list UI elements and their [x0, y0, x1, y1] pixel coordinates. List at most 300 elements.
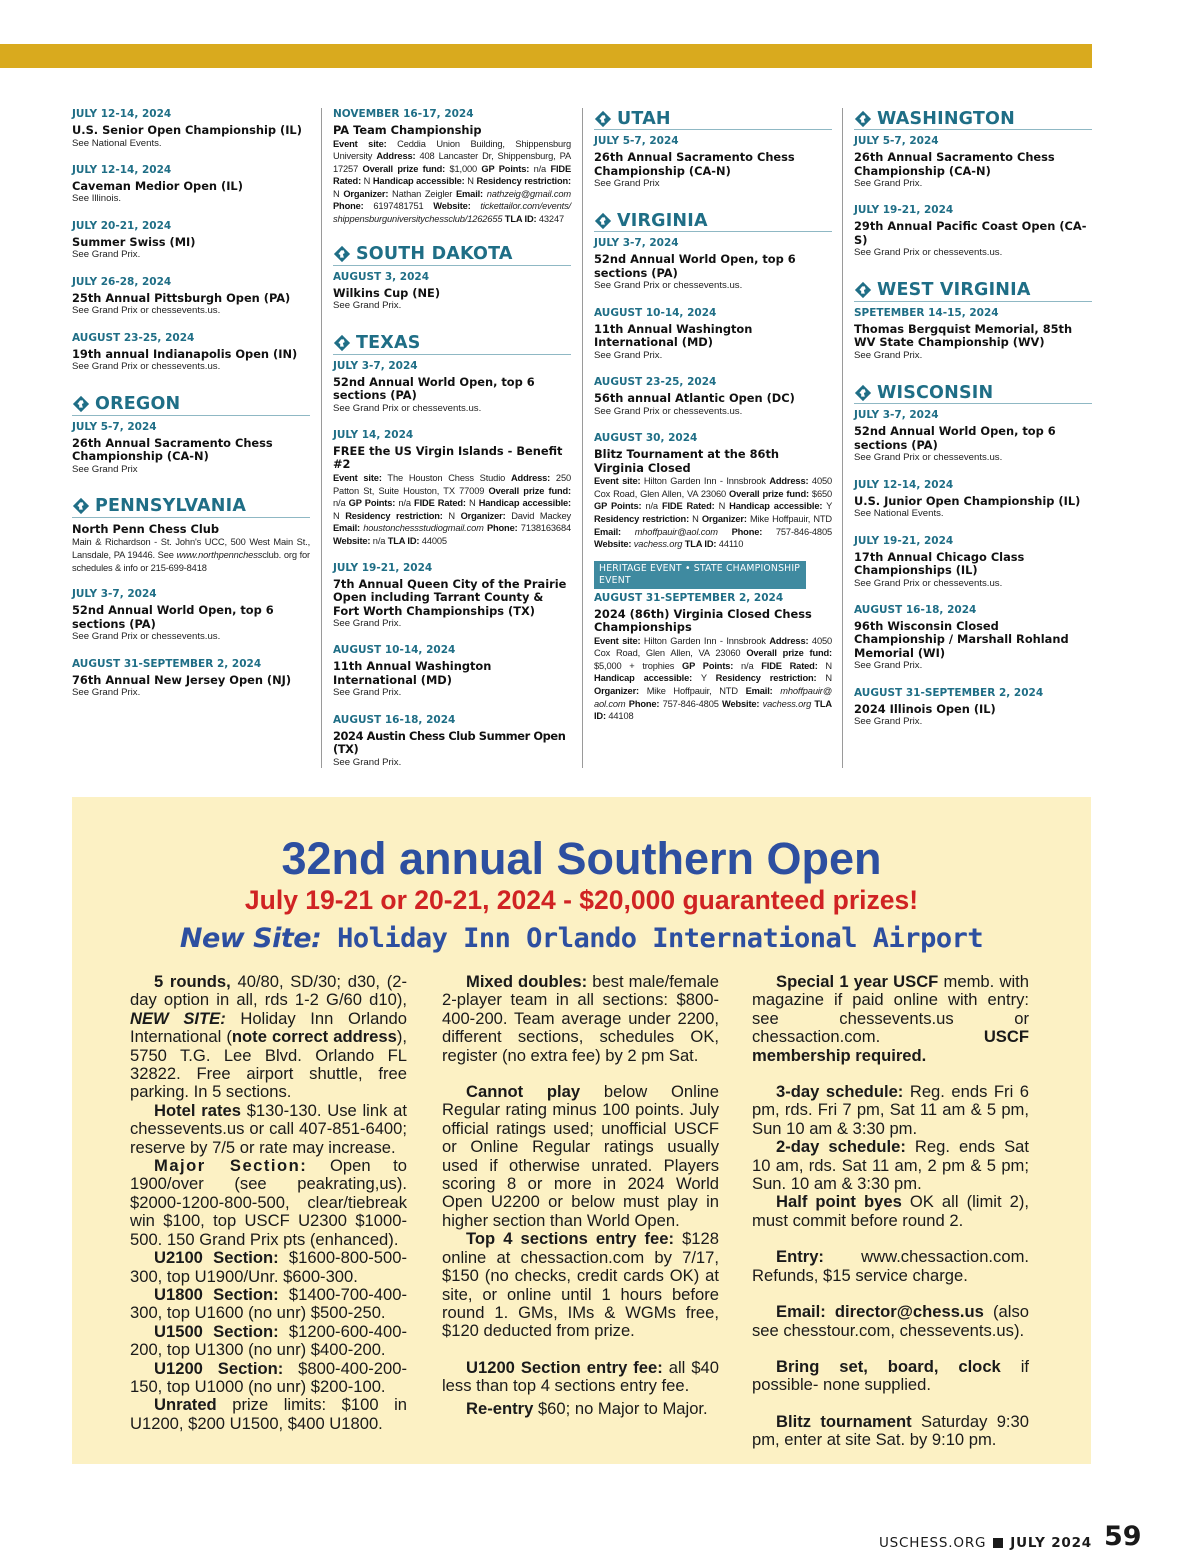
event-reference: See Grand Prix.: [333, 756, 402, 768]
email-link[interactable]: houstonchessstudiogmail.com: [360, 523, 487, 534]
ad-column-3: [752, 973, 1029, 1450]
ad-bold: U1200 Section:: [154, 1358, 284, 1378]
detail-label: Website:: [433, 201, 471, 212]
ad-paragraph: [130, 973, 407, 1102]
detail-label: Organizer:: [594, 686, 639, 697]
event-reference: See Grand Prix or chessevents.us.: [72, 305, 221, 317]
southern-open-advertisement: [72, 797, 1091, 1464]
event-date: JULY 3-7, 2024: [854, 409, 939, 422]
event-date: AUGUST 10-14, 2024: [594, 306, 717, 319]
footer-issue: JULY 2024: [1010, 1535, 1092, 1551]
event-reference: See Grand Prix.: [72, 687, 141, 699]
ad-text: 40/80, SD/30; d30, (2-day option in all, rds 1-2 G/60 d10),: [130, 972, 407, 1010]
detail-value: n/a: [641, 501, 662, 512]
knight-diamond-icon: [72, 497, 90, 515]
detail-label: Overall prize fund:: [729, 488, 809, 499]
footer-site: USCHESS.ORG: [879, 1535, 987, 1551]
event-date: JULY 12-14, 2024: [72, 108, 172, 120]
event-date: AUGUST 16-18, 2024: [854, 603, 977, 616]
ad-email-link[interactable]: Email: director@chess.us: [776, 1302, 984, 1322]
event-reference: See Grand Prix or chessevents.us.: [854, 247, 1003, 259]
detail-value: David Mackey: [505, 510, 572, 521]
ad-text: below Online Regular rating minus 100 points. July official ratings used; unofficial USCF or Online Regular ratings usually used if otherwise unrated. Players scoring 8 or more in 2024 World Open U2200 or below must play in higher section than World Open.: [442, 1082, 719, 1230]
detail-value: $1,000: [445, 163, 482, 174]
state-heading-wisconsin: [854, 382, 1092, 404]
detail-value: 44110: [716, 539, 744, 550]
detail-value: $650: [808, 488, 833, 499]
ad-text: best male/female 2-player team in all sections: $800-400-200. Team average under 2200, different sections, schedules OK, register (no extra fee) by 2 pm Sat.: [442, 972, 720, 1065]
event-reference: See Grand Prix or chessevents.us.: [854, 577, 1003, 589]
detail-label: TLA ID:: [594, 698, 832, 722]
heritage-event-badge: HERITAGE EVENT • STATE CHAMPIONSHIP EVENT: [594, 561, 806, 589]
email-link[interactable]: mhoffpauir@ aol.com: [594, 686, 832, 709]
listing-column-2: [333, 108, 571, 783]
state-heading-utah: [594, 108, 832, 130]
detail-value: N: [689, 513, 702, 524]
detail-value: n/a: [333, 498, 349, 509]
detail-label: Organizer:: [701, 513, 747, 524]
detail-label: FIDE Rated:: [333, 163, 572, 187]
event-listing: [333, 429, 571, 548]
event-listing: [854, 307, 1092, 362]
event-title: Wilkins Cup (NE): [333, 285, 441, 300]
state-name: PENNSYLVANIA: [95, 496, 247, 517]
detail-value: Hilton Garden Inn - Innsbrook: [640, 635, 770, 646]
ad-text: if possible- none supplied.: [752, 1356, 1029, 1395]
event-title: 56th annual Atlantic Open (DC): [594, 391, 795, 406]
event-reference: See Grand Prix.: [594, 349, 663, 361]
ad-paragraph: [752, 973, 1029, 1065]
detail-value: 7138163684: [517, 523, 571, 534]
event-reference: See Grand Prix.: [854, 660, 923, 672]
event-listing: [854, 535, 1092, 590]
detail-label: Organizer:: [343, 188, 389, 199]
ad-text: OK all (limit 2), must commit before round 2.: [752, 1192, 1030, 1230]
event-date: JULY 26-28, 2024: [72, 275, 172, 288]
state-name: VIRGINIA: [617, 210, 708, 231]
ad-paragraph: [442, 1230, 719, 1340]
event-listing: [594, 432, 832, 551]
event-details: [594, 635, 832, 723]
detail-label: Event site:: [333, 472, 382, 483]
listing-column-3: [594, 108, 832, 737]
ad-paragraph: [130, 1249, 407, 1286]
detail-value: 757-846-4805: [762, 526, 832, 537]
event-listing: [333, 108, 571, 226]
ad-text: all $40 less than top 4 sections entry fee.: [442, 1357, 719, 1396]
detail-label: Website:: [722, 698, 760, 709]
event-listing: [854, 604, 1092, 673]
detail-label: Website:: [333, 535, 371, 546]
square-bullet-icon: [993, 1538, 1003, 1548]
ad-bold: U1500 Section:: [154, 1321, 279, 1341]
detail-value: Mike Hoffpauir, NTD: [746, 513, 832, 524]
event-title: 17th Annual Chicago Class Championships (IL): [854, 549, 1025, 578]
event-reference: See Grand Prix.: [72, 249, 141, 261]
listing-column-4: [854, 108, 1092, 743]
event-title: PA Team Championship: [333, 123, 482, 137]
detail-label: TLA ID:: [684, 539, 717, 550]
detail-label: TLA ID:: [387, 535, 420, 546]
ad-bold: U1200 Section entry fee:: [466, 1357, 663, 1377]
ad-subtitle: July 19-21 or 20-21, 2024 - $20,000 guaranteed prizes!: [244, 885, 919, 915]
detail-value: 6197481751: [363, 201, 434, 212]
detail-value: 4050 Cox Road, Glen Allen, VA 23060: [594, 635, 833, 659]
event-reference: See Grand Prix.: [854, 716, 923, 728]
event-title: 2024 Illinois Open (IL): [854, 701, 996, 716]
event-date: AUGUST 16-18, 2024: [333, 713, 456, 726]
detail-label: Email:: [333, 523, 360, 534]
event-listing: [72, 220, 310, 262]
ad-bold: 2-day schedule:: [776, 1137, 906, 1157]
event-listing: [333, 360, 571, 415]
event-reference: See Grand Prix.: [854, 349, 923, 361]
listing-column-1: [72, 108, 310, 714]
detail-label: Email:: [456, 188, 483, 199]
event-title: Blitz Tournament at the 86th Virginia Closed: [594, 447, 779, 475]
detail-label: Residency restriction:: [345, 510, 443, 521]
ad-bold: Unrated: [154, 1395, 217, 1415]
event-reference: See Illinois.: [72, 193, 122, 205]
detail-value: Mike Hoffpauir, NTD: [639, 686, 746, 697]
ad-title: 32nd annual Southern Open: [281, 833, 882, 884]
detail-label: Event site:: [333, 138, 387, 149]
state-name: WASHINGTON: [877, 108, 1015, 129]
detail-value: 757-846-4805: [659, 698, 722, 709]
detail-label: Address:: [376, 151, 416, 162]
detail-value: 250 Patton St, Suite Houston, TX 77009: [333, 472, 571, 496]
knight-diamond-icon: [72, 395, 90, 413]
event-reference: See Grand Prix or chessevents.us.: [72, 631, 221, 643]
detail-label: Email:: [745, 686, 773, 697]
event-listing: [854, 409, 1092, 464]
ad-bold: U2100 Section:: [154, 1248, 279, 1268]
event-listing: [72, 658, 310, 700]
event-date: JULY 19-21, 2024: [854, 534, 954, 547]
detail-label: Address:: [510, 472, 551, 483]
ad-bold: Top 4 sections entry fee:: [466, 1229, 675, 1249]
event-date: AUGUST 3, 2024: [333, 270, 430, 283]
event-date: JULY 20-21, 2024: [72, 219, 172, 232]
detail-label: Address:: [769, 476, 809, 487]
ad-paragraph: [442, 1359, 719, 1396]
event-date: AUGUST 30, 2024: [594, 432, 698, 445]
website-link[interactable]: vachess.org: [759, 698, 815, 709]
detail-label: Handicap accessible:: [729, 501, 823, 512]
event-date: AUGUST 10-14, 2024: [333, 644, 456, 657]
detail-value: Y: [822, 501, 833, 512]
ad-bold: NEW SITE:: [130, 1008, 226, 1028]
event-reference: See Grand Prix or chessevents.us.: [854, 452, 1003, 464]
event-title: 52nd Annual World Open, top 6 sections (PA): [854, 424, 1056, 452]
ad-paragraph: [752, 1358, 1029, 1395]
event-title: 96th Wisconsin Closed Championship / Marshall Rohland Memorial (WI): [854, 618, 1069, 660]
ad-text: $128 online at chessaction.com by 7/17, $150 (no checks, credit cards OK) at site, or online until 1 hours before round 1. GMs, IMs & WGMs free, $120 deducted from prize.: [442, 1229, 719, 1341]
event-listing: [333, 562, 571, 631]
detail-label: FIDE Rated:: [414, 498, 466, 509]
state-heading-virginia: [594, 210, 832, 232]
event-listing: [594, 135, 832, 190]
ad-paragraph: [442, 1400, 719, 1418]
ad-text: Holiday Inn Orlando International (: [130, 1008, 407, 1047]
knight-diamond-icon: [333, 334, 351, 352]
event-listing: [333, 644, 571, 699]
ad-text: $1200-600-400-200, top U1300 (no unr) $400-200.: [130, 1321, 408, 1360]
event-listing: [333, 271, 571, 313]
ad-bold: Bring set, board, clock: [776, 1356, 1001, 1376]
event-reference: See Grand Prix or chessevents.us.: [72, 361, 221, 373]
event-date: JULY 19-21, 2024: [333, 561, 433, 574]
detail-value: n/a: [370, 535, 388, 546]
event-details: [333, 472, 571, 548]
knight-diamond-icon: [854, 281, 872, 299]
ad-site-line: [72, 923, 1091, 954]
event-details: [594, 475, 832, 551]
event-title: 11th Annual Washington International (MD): [594, 321, 753, 350]
ad-column-2: [442, 973, 719, 1418]
ad-bold: Entry:: [776, 1247, 824, 1267]
state-heading-west-virginia: [854, 280, 1092, 302]
ad-paragraph: [130, 1360, 407, 1397]
ad-text: (also see chesstour.com, chessevents.us).: [752, 1302, 1029, 1340]
website-link[interactable]: tickettailor.com/events/ shippensburguniversitychessclub/1262655: [333, 201, 571, 225]
event-details: [72, 536, 310, 574]
detail-label: Website:: [594, 539, 632, 550]
website-link[interactable]: vachess.org: [631, 539, 685, 550]
detail-label: Address:: [769, 635, 809, 646]
detail-value: 44108: [605, 711, 634, 722]
event-title: 26th Annual Sacramento Chess Championship (CA-N): [72, 435, 273, 464]
event-title: 52nd Annual World Open, top 6 sections (PA): [333, 374, 535, 403]
event-reference: See Grand Prix.: [333, 687, 402, 699]
detail-label: Phone:: [628, 698, 660, 709]
site-label: New Site:: [179, 923, 322, 954]
event-date: SPETEMBER 14-15, 2024: [854, 306, 999, 319]
detail-text: Main & Richardson - St. John's UCC, 500 West Main St., Lansdale, PA 19446. See: [72, 537, 310, 561]
event-date: JULY 12-14, 2024: [854, 478, 954, 491]
knight-diamond-icon: [854, 384, 872, 402]
event-date: AUGUST 31-SEPTEMBER 2, 2024: [594, 591, 784, 604]
detail-label: GP Points:: [594, 501, 642, 512]
ad-text: $1600-800-500-300, top U1900/Unr. $600-300.: [130, 1248, 408, 1286]
state-name: SOUTH DAKOTA: [356, 244, 513, 265]
ad-text: memb. with magazine if paid online with entry: see chessevents.us or chessaction.com.: [752, 972, 1029, 1047]
detail-value: N: [816, 673, 832, 684]
event-reference: See Grand Prix: [72, 463, 138, 475]
detail-label: GP Points:: [481, 163, 530, 174]
detail-label: Residency restriction:: [594, 513, 690, 524]
ad-paragraph: [130, 1157, 407, 1249]
state-heading-washington: [854, 108, 1092, 130]
event-listing: [854, 687, 1092, 729]
detail-label: Phone:: [333, 201, 364, 212]
event-title: 2024 (86th) Virginia Closed Chess Championships: [594, 606, 812, 635]
detail-label: Phone:: [486, 523, 518, 534]
detail-value: N: [333, 510, 346, 521]
ad-bold: Blitz tournament: [776, 1411, 912, 1431]
event-listing: [333, 714, 571, 769]
event-date: JULY 3-7, 2024: [72, 588, 157, 601]
event-title: U.S. Junior Open Championship (IL): [854, 493, 1081, 508]
ad-paragraph: [752, 1413, 1029, 1450]
event-listing: [594, 237, 832, 292]
event-listing: [854, 204, 1092, 259]
event-title: 25th Annual Pittsburgh Open (PA): [72, 290, 291, 305]
detail-value: N: [333, 188, 344, 199]
event-listing: [854, 479, 1092, 521]
ad-column-1: [130, 973, 407, 1433]
event-reference: See Grand Prix or chessevents.us.: [594, 405, 743, 417]
ad-paragraph: [752, 1303, 1029, 1340]
event-listing: [854, 135, 1092, 190]
column-divider: [582, 108, 583, 768]
event-date: JULY 12-14, 2024: [72, 163, 172, 176]
event-listing: [594, 561, 832, 723]
event-title: Summer Swiss (MI): [72, 234, 196, 249]
event-title: 29th Annual Pacific Coast Open (CA-S): [854, 219, 1087, 247]
event-details: [333, 138, 571, 226]
state-name: UTAH: [617, 108, 671, 129]
event-date: AUGUST 31-SEPTEMBER 2, 2024: [72, 657, 262, 670]
detail-value: n/a: [733, 660, 762, 671]
detail-value: N: [817, 660, 832, 671]
event-title: Caveman Medior Open (IL): [72, 178, 243, 193]
detail-label: GP Points:: [682, 660, 734, 671]
event-reference: See Grand Prix.: [854, 178, 923, 189]
detail-text: club. org for schedules & info or 215-699-8418: [72, 550, 310, 573]
knight-diamond-icon: [854, 110, 872, 128]
detail-value: The Houston Chess Studio: [381, 472, 511, 483]
event-title: U.S. Senior Open Championship (IL): [72, 123, 302, 137]
club-link[interactable]: www.northpennchess: [176, 550, 263, 561]
state-name: WISCONSIN: [877, 382, 994, 403]
detail-value: Nathan Zeigler: [388, 188, 456, 199]
detail-label: FIDE Rated:: [661, 501, 715, 512]
detail-value: Ceddia Union Building, Shippensburg University: [333, 138, 571, 162]
detail-value: n/a: [529, 163, 551, 174]
detail-label: Handicap accessible:: [594, 673, 693, 684]
event-reference: See Grand Prix.: [333, 618, 402, 630]
state-heading-texas: [333, 333, 571, 355]
ad-paragraph: [442, 1083, 719, 1230]
ad-paragraph: [442, 973, 719, 1065]
event-title: 76th Annual New Jersey Open (NJ): [72, 672, 292, 687]
ad-text: www.chessaction.com. Refunds, $15 service charge.: [752, 1247, 1029, 1285]
event-listing: [72, 108, 310, 150]
event-title: 19th annual Indianapolis Open (IN): [72, 346, 298, 361]
event-title: 2024 Austin Chess Club Summer Open (TX): [333, 728, 566, 757]
detail-label: Phone:: [731, 526, 763, 537]
knight-diamond-icon: [594, 212, 612, 230]
detail-label: Overall prize fund:: [746, 648, 832, 659]
detail-value: N: [361, 176, 373, 187]
detail-label: Residency restriction:: [476, 176, 571, 187]
event-title: North Penn Chess Club: [72, 521, 219, 536]
event-date: AUGUST 31-SEPTEMBER 2, 2024: [854, 686, 1044, 699]
ad-text: Saturday 9:30 pm, enter at site Sat. by 9:10 pm.: [752, 1411, 1029, 1450]
ad-text: Open to 1900/over (see peakrating,us). $2000-1200-800-500, clear/tiebreak win $100, top USCF U2300 $1000-500. 150 Grand Prix pts (enhanced).: [130, 1156, 408, 1249]
event-listing: [72, 588, 310, 643]
ad-paragraph: [752, 1083, 1029, 1138]
ad-bold: Half point byes: [776, 1192, 902, 1212]
top-color-bar: [0, 44, 1092, 68]
state-heading-south-dakota: [333, 244, 571, 266]
detail-value: N: [464, 176, 477, 187]
event-title: 52nd Annual World Open, top 6 sections (PA): [72, 603, 274, 631]
ad-bold: Cannot play: [466, 1082, 581, 1102]
site-name: Holiday Inn Orlando International Airport: [321, 923, 984, 954]
event-reference: See Grand Prix.: [333, 300, 402, 312]
ad-bold: 5 rounds,: [154, 972, 231, 991]
state-name: TEXAS: [356, 333, 421, 354]
event-date: JULY 3-7, 2024: [594, 237, 679, 250]
detail-value: N: [714, 501, 730, 512]
detail-value: N: [465, 498, 479, 509]
ad-text: $800-400-200-150, top U1000 (no unr) $200-100.: [130, 1358, 407, 1396]
event-listing: [594, 376, 832, 418]
ad-paragraph: [130, 1396, 407, 1433]
detail-label: Overall prize fund:: [362, 163, 446, 174]
detail-value: $5,000 + trophies: [594, 660, 683, 671]
detail-value: N: [442, 510, 461, 521]
detail-label: Event site:: [594, 476, 641, 487]
event-title: 7th Annual Queen City of the Prairie Open including Tarrant County & Fort Worth Championships (TX): [333, 576, 567, 618]
event-listing: [594, 307, 832, 362]
email-link[interactable]: mhoffpauir@aol.com: [621, 526, 732, 537]
detail-label: Residency restriction:: [715, 673, 817, 684]
column-divider: [321, 108, 322, 768]
event-listing: [72, 276, 310, 318]
ad-paragraph: [130, 1102, 407, 1157]
page-number: 59: [1104, 1521, 1142, 1552]
event-reference: See Grand Prix or chessevents.us.: [594, 280, 743, 292]
ad-bold: Mixed doubles:: [466, 972, 588, 991]
event-reference: See National Events.: [854, 508, 944, 520]
knight-diamond-icon: [594, 110, 612, 128]
ad-text: $130-130. Use link at chessevents.us or call 407-851-6400; reserve by 7/5 or rate may increase.: [130, 1100, 407, 1157]
ad-text: $1400-700-400-300, top U1600 (no unr) $500-250.: [130, 1284, 408, 1323]
event-reference: See National Events.: [72, 137, 162, 149]
event-listing: [72, 523, 310, 574]
event-date: JULY 14, 2024: [333, 428, 414, 441]
event-date: JULY 19-21, 2024: [854, 204, 954, 217]
detail-value: 408 Lancaster Dr, Shippensburg, PA 17257: [333, 151, 571, 174]
ad-paragraph: [130, 1286, 407, 1323]
detail-label: Email:: [594, 526, 621, 537]
ad-bold: 3-day schedule:: [776, 1082, 904, 1102]
state-name: WEST VIRGINIA: [877, 280, 1031, 301]
ad-paragraph: [752, 1248, 1029, 1285]
ad-paragraph: [752, 1138, 1029, 1193]
page-footer: [879, 1535, 1092, 1551]
column-divider: [842, 108, 843, 768]
detail-label: TLA ID:: [504, 214, 537, 225]
detail-value: Hilton Garden Inn - Innsbrook: [640, 476, 770, 487]
detail-label: Overall prize fund:: [488, 485, 571, 496]
detail-value: 4050 Cox Road, Glen Allen, VA 23060: [594, 476, 833, 499]
ad-text: prize limits: $100 in U1200, $200 U1500, $400 U1800.: [130, 1395, 407, 1433]
email-link[interactable]: nathzeig@gmail.com: [483, 188, 571, 199]
event-title: 11th Annual Washington International (MD): [333, 659, 492, 687]
ad-text: ), 5750 T.G. Lee Blvd. Orlando FL 32822. Free airport shuttle, free parking. In 5 sections.: [130, 1027, 408, 1102]
event-title: 52nd Annual World Open, top 6 sections (PA): [594, 252, 796, 280]
ad-paragraph: [130, 1323, 407, 1360]
event-date: JULY 5-7, 2024: [854, 135, 939, 147]
ad-bold: Major Section:: [154, 1156, 308, 1176]
ad-bold: USCF membership required.: [752, 1027, 1029, 1065]
ad-bold: Special 1 year USCF: [776, 972, 939, 991]
event-title: 26th Annual Sacramento Chess Championship (CA-N): [854, 150, 1055, 178]
